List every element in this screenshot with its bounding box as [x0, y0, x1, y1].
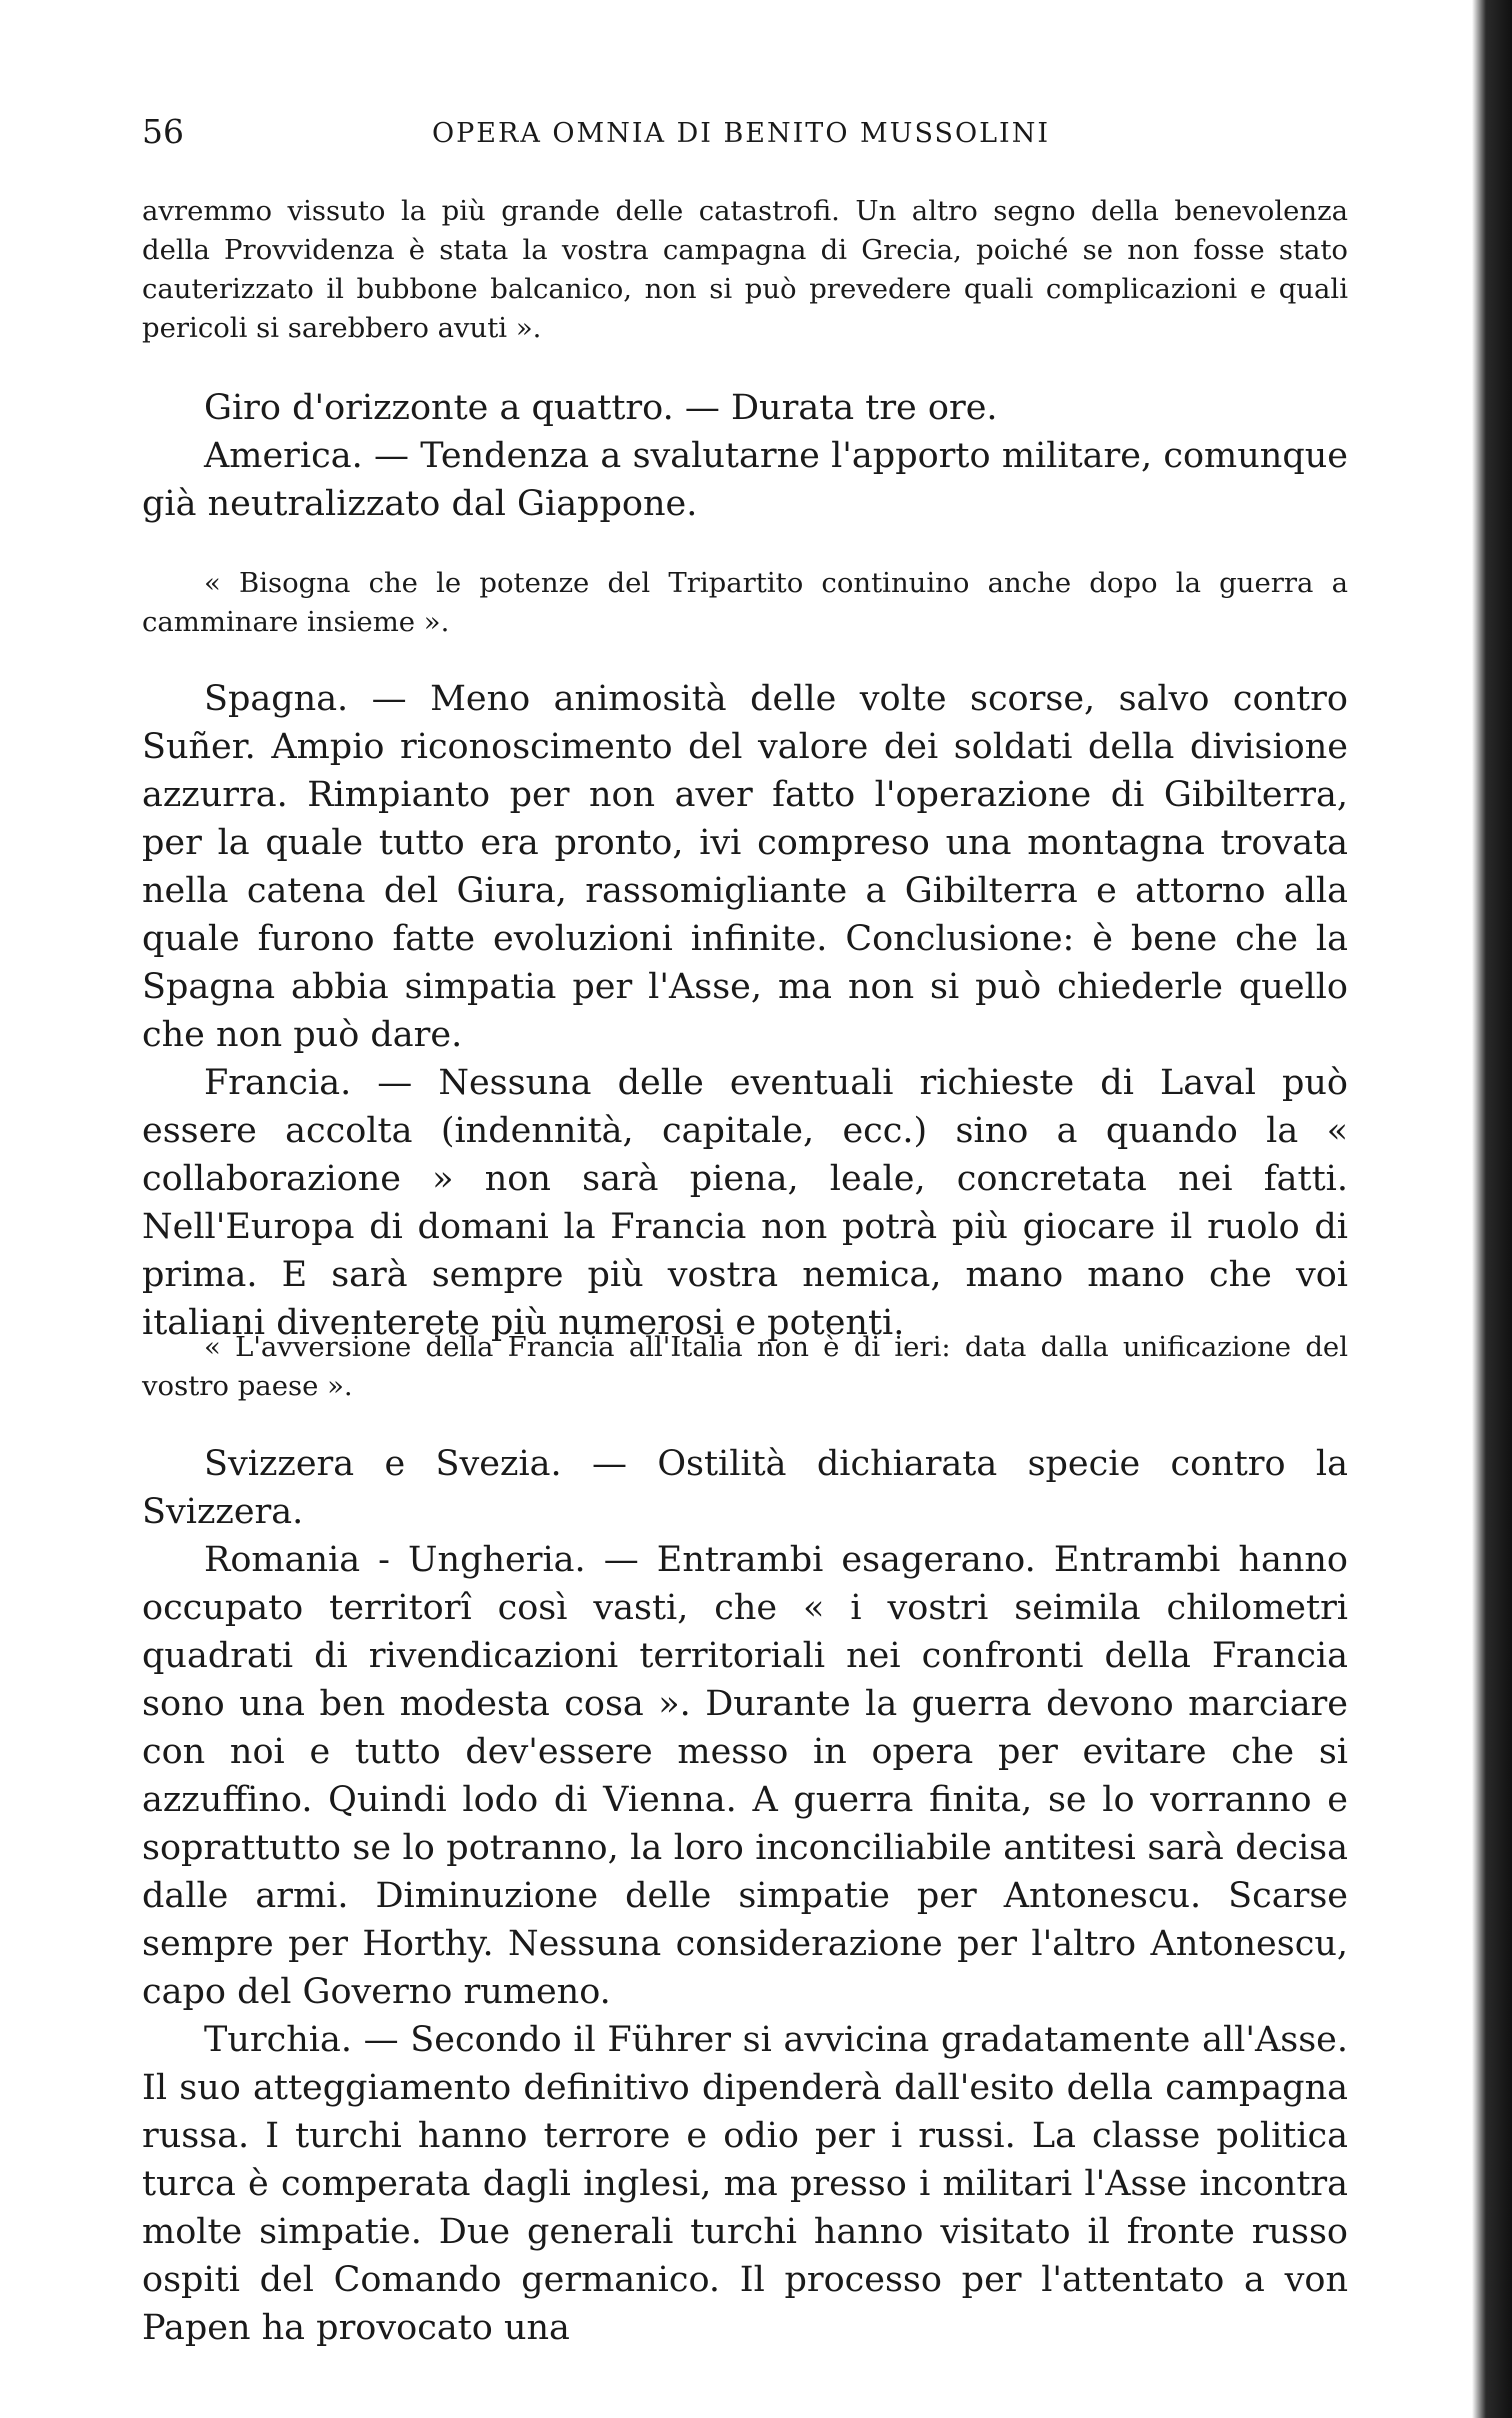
romania-hungary-paragraph: Romania - Ungheria. — Entrambi esagerano. Entrambi hanno occupato territorî così vasti, che « i vostri seimila chilometri quadrati di rivendicazioni territoriali nei confronti della Francia sono una ben modesta cosa ». Durante la guerra devono marciare con noi e tutto dev'essere messo in opera per evitare che si azzuffino. Quindi lodo di Vienna. A guerra finita, se lo vorranno e soprattutto se lo potranno, la loro inconciliabile antitesi sarà decisa dalle armi. Diminuzione delle simpatie per Antonescu. Scarse sempre per Horthy. Nessuna considerazione per l'altro Antonescu, capo del Governo rumeno. [142, 1540, 1348, 2012]
overview-section [142, 384, 1348, 528]
tripartite-quote: « Bisogna che le potenze del Tripartito continuino anche dopo la guerra a camminare insieme ». [142, 567, 1348, 638]
france-quote: « L'avversione della Francia all'Italia non è di ieri: data dalla unificazione del vostro paese ». [142, 1331, 1348, 1402]
countries-section-2 [142, 1440, 1348, 2352]
france-paragraph: Francia. — Nessuna delle eventuali richieste di Laval può essere accolta (indennità, capitale, ecc.) sino a quando la « collaborazione » non sarà piena, leale, concretata nei fatti. Nell'Europa di domani la Francia non potrà più giocare il ruolo di prima. E sarà sempre più vostra nemica, mano mano che voi italiani diventerete più numerosi e potenti. [142, 1063, 1348, 1343]
overview-paragraph: Giro d'orizzonte a quattro. — Durata tre ore. [204, 388, 998, 428]
page-header [142, 112, 1352, 162]
switzerland-sweden-paragraph: Svizzera e Svezia. — Ostilità dichiarata specie contro la Svizzera. [142, 1444, 1348, 1532]
america-paragraph: America. — Tendenza a svalutarne l'apporto militare, comunque già neutralizzato dal Giappone. [142, 436, 1348, 524]
running-title: OPERA OMNIA DI BENITO MUSSOLINI [432, 118, 1050, 149]
page-edge-shadow [1472, 0, 1512, 2418]
spain-paragraph: Spagna. — Meno animosità delle volte scorse, salvo contro Suñer. Ampio riconoscimento del valore dei soldati della divisione azzurra. Rimpianto per non aver fatto l'operazione di Gibilterra, per la quale tutto era pronto, ivi compreso una montagna trovata nella catena del Giura, rassomigliante a Gibilterra e attorno alla quale furono fatte evoluzioni infinite. Conclusione: è bene che la Spagna abbia simpatia per l'Asse, ma non si può chiederle quello che non può dare. [142, 679, 1348, 1055]
page-number: 56 [142, 112, 184, 151]
opening-quote-paragraph: avremmo vissuto la più grande delle catastrofi. Un altro segno della benevolenza della Provvidenza è stata la vostra campagna di Grecia, poiché se non fosse stato cauterizzato il bubbone balcanico, non si può prevedere quali complicazioni e quali pericoli si sarebbero avuti ». [142, 195, 1348, 344]
turkey-paragraph: Turchia. — Secondo il Führer si avvicina gradatamente all'Asse. Il suo atteggiamento definitivo dipenderà dall'esito della campagna russa. I turchi hanno terrore e odio per i russi. La classe politica turca è comperata dagli inglesi, ma presso i militari l'Asse incontra molte simpatie. Due generali turchi hanno visitato il fronte russo ospiti del Comando germanico. Il processo per l'attentato a von Papen ha provocato una [142, 2020, 1348, 2348]
countries-section-1 [142, 675, 1348, 1347]
